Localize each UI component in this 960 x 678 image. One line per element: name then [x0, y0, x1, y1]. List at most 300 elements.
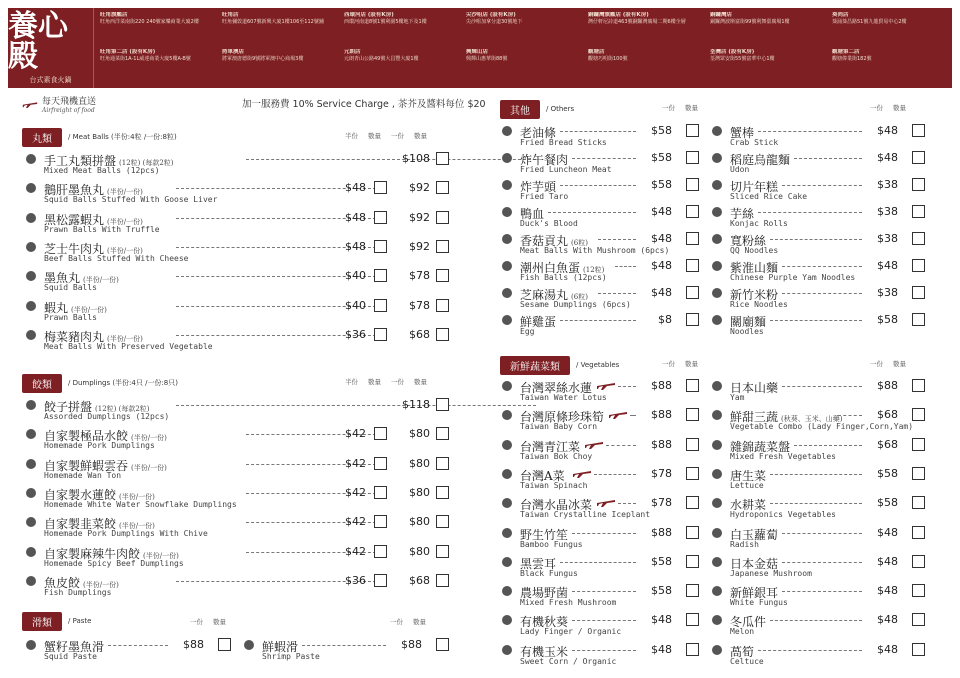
quantity-checkbox[interactable]	[686, 496, 699, 509]
item-name: 魚皮餃	[44, 575, 81, 590]
price: $48	[877, 642, 898, 656]
column-header	[345, 377, 427, 386]
branch-name: 銅鑼灣店	[710, 12, 733, 18]
item-name-en: Fish Balls (12pcs)	[520, 273, 607, 282]
airplane-icon	[608, 408, 628, 420]
menu-item	[26, 240, 456, 268]
logo-subtitle: 台式素食火鍋	[29, 75, 72, 84]
quantity-checkbox[interactable]	[912, 151, 925, 164]
column-one: 一份	[662, 360, 675, 368]
menu-item	[712, 526, 928, 554]
dotted-leader	[758, 212, 862, 213]
quantity-checkbox[interactable]	[686, 526, 699, 539]
item-name: 芝士牛肉丸	[44, 241, 105, 256]
section-tag: 新鮮蔬菜類	[500, 356, 570, 375]
bullet-icon	[502, 261, 512, 271]
menu-item	[26, 574, 456, 602]
quantity-checkbox[interactable]	[912, 124, 925, 137]
item-name: 台灣翠絲水蓮	[520, 381, 593, 395]
quantity-checkbox-full[interactable]	[436, 269, 449, 282]
price: $58	[651, 584, 672, 598]
dotted-leader	[782, 591, 862, 592]
quantity-checkbox-half[interactable]	[374, 486, 387, 499]
branch-name: 觀塘店	[588, 49, 605, 55]
branch-address: 旺角彌敦道607號新興大廈1樓106至112號舖	[222, 19, 324, 25]
menu-item	[502, 205, 702, 233]
branch-card	[588, 49, 702, 84]
item-name-en: Fried Luncheon Meat	[520, 165, 612, 174]
item-name: 芋絲	[730, 207, 755, 221]
item-portion-note: (半份/一份)	[71, 305, 107, 314]
branch-card	[588, 12, 702, 47]
price: $88	[651, 437, 672, 451]
item-portion-note: (半份/一份)	[107, 246, 143, 255]
item-name: 蝦丸	[44, 300, 69, 315]
bullet-icon	[26, 242, 36, 252]
bullet-icon	[26, 547, 36, 557]
quantity-checkbox-full[interactable]	[436, 486, 449, 499]
section-title-paste	[22, 612, 92, 630]
branch-address: 荃灣眾安街55號富華中心1樓	[710, 56, 775, 62]
column-header	[870, 103, 906, 112]
item-portion-note: (秋葵、玉米、山藥)	[781, 415, 843, 424]
item-name-en: Melon	[730, 627, 755, 637]
branch-name: 將軍澳店	[222, 49, 245, 55]
item-name: 日本山藥	[730, 381, 779, 395]
dotted-leader	[758, 131, 862, 132]
item-name-en: Konjac Rolls	[730, 219, 788, 228]
quantity-checkbox-full[interactable]	[436, 328, 449, 341]
item-name: 唐生菜	[730, 468, 767, 483]
branch-name: 銅鑼灣旗艦店 (設有K房)	[588, 12, 649, 18]
item-name-en: Sliced Rice Cake	[730, 192, 808, 201]
bullet-icon	[26, 400, 36, 410]
dotted-leader	[782, 266, 862, 267]
price-full: $118	[402, 398, 430, 411]
menu-item	[712, 584, 928, 612]
quantity-checkbox-half[interactable]	[374, 328, 387, 341]
quantity-checkbox[interactable]	[686, 205, 699, 218]
item-name: 自家製麻辣牛肉餃	[44, 546, 141, 561]
item-name-en: Squid Balls Stuffed With Goose Liver	[44, 195, 218, 205]
quantity-checkbox[interactable]	[686, 438, 699, 451]
branch-address: 觀塘巧明街100號	[588, 56, 628, 62]
dotted-leader	[560, 562, 636, 563]
item-name: 鮮蝦滑	[262, 640, 299, 654]
item-name-en: Noodles	[730, 327, 764, 336]
item-name: 墨魚丸	[44, 271, 81, 286]
quantity-checkbox[interactable]	[912, 205, 925, 218]
item-name: 台灣水晶冰菜	[520, 498, 593, 513]
bullet-icon	[712, 440, 722, 450]
quantity-checkbox-full[interactable]	[436, 427, 449, 440]
quantity-checkbox-half[interactable]	[374, 269, 387, 282]
item-name: 炸芋頭	[520, 180, 557, 194]
branch-card	[100, 49, 214, 84]
item-name-en: Prawn Balls	[44, 312, 97, 322]
quantity-checkbox[interactable]	[912, 313, 925, 326]
menu-item	[502, 379, 702, 407]
bullet-icon	[26, 517, 36, 527]
dotted-leader	[770, 320, 862, 321]
item-name-en: Mixed Fresh Mushroom	[520, 598, 617, 608]
item-name: 鮮甜三蔬	[730, 410, 779, 425]
price: $38	[877, 232, 898, 245]
dotted-leader	[598, 293, 636, 294]
item-name-en: Meat Balls With Preserved Vegetable	[44, 341, 213, 351]
item-name: 自家製韭菜餃	[44, 517, 117, 532]
quantity-checkbox-full[interactable]	[436, 299, 449, 312]
bullet-icon	[712, 315, 722, 325]
quantity-checkbox-half[interactable]	[374, 457, 387, 470]
column-half: 半份	[345, 132, 358, 140]
quantity-checkbox[interactable]	[436, 638, 449, 651]
quantity-checkbox-half[interactable]	[374, 515, 387, 528]
section-english: / Meat Balls (半份:4粒 /一份:8粒)	[68, 133, 177, 141]
logo	[8, 8, 94, 88]
quantity-checkbox[interactable]	[686, 555, 699, 568]
quantity-checkbox[interactable]	[912, 613, 925, 626]
section-title-others	[500, 100, 574, 118]
airline-note	[22, 94, 96, 114]
dotted-leader	[770, 474, 862, 475]
bullet-icon	[502, 586, 512, 596]
branch-address: 興輝山惠華街88號	[466, 56, 508, 62]
item-name: 寬粉絲	[730, 234, 767, 248]
item-portion-note: (12粒) (每款2粒)	[119, 159, 174, 167]
quantity-checkbox-half[interactable]	[374, 545, 387, 558]
quantity-checkbox[interactable]	[912, 467, 925, 480]
quantity-checkbox-half[interactable]	[374, 240, 387, 253]
price: $48	[651, 205, 672, 218]
price-half: $36	[345, 573, 366, 587]
quantity-checkbox-half[interactable]	[374, 427, 387, 440]
item-name: 台灣青江菜	[520, 439, 581, 454]
branch-name: 旺角店	[222, 12, 239, 18]
quantity-checkbox[interactable]	[912, 408, 925, 421]
item-name: 潮州白魚蛋	[520, 261, 581, 275]
quantity-checkbox[interactable]	[912, 259, 925, 272]
price: $48	[877, 259, 898, 272]
quantity-checkbox[interactable]	[912, 555, 925, 568]
dotted-leader	[782, 562, 862, 563]
price-full: $80	[409, 544, 430, 558]
price: $48	[651, 232, 672, 245]
item-name-en: Radish	[730, 539, 759, 549]
price: $38	[877, 205, 898, 218]
quantity-checkbox[interactable]	[912, 526, 925, 539]
bullet-icon	[26, 429, 36, 439]
bullet-icon	[26, 459, 36, 469]
price: $58	[651, 178, 672, 191]
item-name-en: Chinese Purple Yam Noodles	[730, 273, 856, 282]
price: $58	[651, 151, 672, 164]
dotted-leader	[572, 620, 636, 621]
airplane-icon	[596, 379, 616, 391]
quantity-checkbox[interactable]	[686, 124, 699, 137]
dotted-leader	[108, 645, 168, 646]
quantity-checkbox-full[interactable]	[436, 457, 449, 470]
price-full: $80	[409, 456, 430, 470]
item-name-en: Celtuce	[730, 656, 764, 666]
item-portion-note: (半份/一份)	[107, 188, 143, 197]
price-full: $80	[409, 427, 430, 441]
price: $88	[401, 638, 422, 651]
column-header	[390, 617, 426, 626]
quantity-checkbox[interactable]	[912, 232, 925, 245]
price: $48	[651, 642, 672, 656]
column-header	[345, 131, 427, 140]
item-name: 自家製極品水餃	[44, 429, 129, 444]
airplane-icon	[596, 496, 616, 508]
menu-item	[26, 515, 456, 543]
quantity-checkbox-full[interactable]	[436, 152, 449, 165]
item-name: 鮮雞蛋	[520, 315, 557, 329]
dotted-leader	[572, 650, 636, 651]
section-tag: 丸類	[22, 128, 62, 147]
item-portion-note: (半份/一份)	[119, 492, 155, 501]
menu-item	[502, 555, 702, 583]
menu-item	[712, 467, 928, 495]
item-portion-note: (半份/一份)	[143, 551, 179, 560]
column-header	[662, 103, 698, 112]
price: $88	[651, 379, 672, 392]
bullet-icon	[502, 557, 512, 567]
bullet-icon	[502, 288, 512, 298]
menu-item	[502, 584, 702, 612]
column-qty: 數量	[893, 360, 906, 368]
branch-card	[100, 12, 214, 47]
menu-item	[502, 438, 702, 466]
quantity-checkbox[interactable]	[912, 438, 925, 451]
price: $58	[877, 466, 898, 480]
item-name-en: QQ Noodles	[730, 246, 779, 255]
price-full: $78	[409, 298, 430, 312]
item-name-en: Squid Paste	[44, 652, 97, 661]
price-full: $92	[409, 239, 430, 253]
item-name-en: Taiwan Water Lotus	[520, 393, 607, 402]
bullet-icon	[502, 440, 512, 450]
section-english-text: Dumplings (半份:4只 /一份:8只)	[72, 379, 178, 387]
quantity-checkbox[interactable]	[686, 584, 699, 597]
price: $58	[877, 496, 898, 510]
bullet-icon	[712, 288, 722, 298]
quantity-checkbox[interactable]	[686, 286, 699, 299]
section-english-text: Meat Balls (半份:4粒 /一份:8粒)	[72, 133, 177, 141]
item-name: 手工丸類拼盤	[44, 154, 117, 168]
bullet-icon	[712, 234, 722, 244]
branch-address: 元朗青山公路49號大昌豐大廈1樓	[344, 56, 419, 62]
bullet-icon	[712, 615, 722, 625]
quantity-checkbox-full[interactable]	[436, 574, 449, 587]
quantity-checkbox[interactable]	[686, 613, 699, 626]
branch-address: 尖沙咀加拿分道30號地下	[466, 19, 523, 25]
menu-item	[502, 467, 702, 495]
item-name-en: Homemade White Water Snowflake Dumplings	[44, 499, 237, 509]
item-name-en: Udon	[730, 165, 750, 174]
quantity-checkbox[interactable]	[686, 313, 699, 326]
branch-list	[94, 8, 952, 88]
menu-item	[26, 545, 456, 573]
column-qty: 數量	[413, 618, 426, 626]
section-title-meatballs	[22, 128, 177, 146]
item-name-en: Sweet Corn / Organic	[520, 656, 617, 666]
dotted-leader	[770, 239, 862, 240]
branch-card	[222, 12, 336, 47]
bullet-icon	[502, 315, 512, 325]
item-name-en: Homemade Pork Dumplings	[44, 441, 155, 451]
menu-item	[26, 299, 456, 327]
dotted-leader	[606, 445, 636, 446]
price-full: $108	[402, 152, 430, 165]
quantity-checkbox[interactable]	[912, 584, 925, 597]
branch-name: 尖沙咀店 (設有K房)	[466, 12, 516, 18]
dotted-leader	[794, 445, 862, 446]
quantity-checkbox[interactable]	[686, 643, 699, 656]
quantity-checkbox-full[interactable]	[436, 398, 449, 411]
bullet-icon	[712, 498, 722, 508]
branch-name: 元朗店	[344, 49, 361, 55]
bullet-icon	[502, 410, 512, 420]
item-name-en: Prawn Balls With Truffle	[44, 224, 160, 234]
quantity-checkbox[interactable]	[686, 178, 699, 191]
airplane-icon	[584, 438, 604, 450]
logo-mark: 養心殿	[8, 8, 68, 74]
dotted-leader	[594, 474, 636, 475]
item-name: 鵝肝墨魚丸	[44, 183, 105, 198]
price: $58	[877, 313, 898, 326]
price: $68	[877, 437, 898, 451]
item-name-en: Beef Balls Stuffed With Cheese	[44, 253, 189, 263]
item-name-en: Duck's Blood	[520, 219, 578, 228]
menu-item	[712, 496, 928, 524]
branch-name: 荃灣店 (設有K房)	[710, 49, 755, 55]
column-qty: 數量	[685, 104, 698, 112]
dotted-leader	[615, 266, 636, 267]
item-name: 日本金菇	[730, 556, 779, 571]
price: $78	[651, 466, 672, 480]
menu-item	[502, 643, 702, 671]
bullet-icon	[712, 557, 722, 567]
quantity-checkbox-full[interactable]	[436, 515, 449, 528]
item-name: 水耕菜	[730, 498, 767, 513]
menu-item	[502, 613, 702, 641]
quantity-checkbox[interactable]	[686, 259, 699, 272]
quantity-checkbox[interactable]	[686, 467, 699, 480]
dotted-leader	[618, 386, 636, 387]
bullet-icon	[712, 153, 722, 163]
quantity-checkbox-half[interactable]	[374, 574, 387, 587]
quantity-checkbox[interactable]	[912, 379, 925, 392]
quantity-checkbox-half[interactable]	[374, 211, 387, 224]
item-name: 農場野菌	[520, 586, 569, 601]
quantity-checkbox-full[interactable]	[436, 211, 449, 224]
menu-item	[712, 379, 928, 407]
item-name-en: Taiwan Bok Choy	[520, 451, 593, 461]
branch-address: 銅鑼灣波斯富街99號利舞臺廣場1樓	[710, 19, 790, 25]
item-portion-note: (半份/一份)	[131, 434, 167, 443]
branch-card	[710, 49, 824, 84]
item-name-en: Fried Taro	[520, 192, 569, 201]
bullet-icon	[712, 381, 722, 391]
quantity-checkbox[interactable]	[912, 643, 925, 656]
menu-item	[26, 211, 456, 239]
item-name: 雜錦蔬菜盤	[730, 439, 791, 454]
quantity-checkbox[interactable]	[912, 178, 925, 191]
bullet-icon	[502, 180, 512, 190]
price: $88	[651, 525, 672, 539]
dotted-leader	[782, 185, 862, 186]
price: $58	[651, 124, 672, 137]
dotted-leader	[770, 620, 862, 621]
branch-address: 旺角通菜街1A-1L威達商業大廈5樓A-B號	[100, 56, 191, 62]
column-one: 一份	[391, 378, 404, 386]
price: $88	[651, 408, 672, 422]
dotted-leader	[246, 159, 536, 160]
dotted-leader	[572, 158, 636, 159]
bullet-icon	[712, 645, 722, 655]
menu-item	[502, 232, 702, 260]
quantity-checkbox[interactable]	[912, 496, 925, 509]
item-portion-note: (6粒)	[571, 293, 588, 301]
item-name-en: Mixed Meat Balls (12pcs)	[44, 166, 160, 175]
item-name: 台灣A菜	[520, 468, 565, 483]
quantity-checkbox-half[interactable]	[374, 181, 387, 194]
column-qty: 數量	[414, 132, 427, 140]
item-portion-note: (半份/一份)	[131, 463, 167, 472]
dotted-leader	[794, 158, 862, 159]
price-full: $92	[409, 181, 430, 195]
quantity-checkbox-full[interactable]	[436, 545, 449, 558]
menu-item	[502, 526, 702, 554]
item-name: 台灣原條珍珠筍	[520, 410, 605, 425]
quantity-checkbox[interactable]	[912, 286, 925, 299]
menu-item	[502, 151, 702, 179]
item-name-en: Shrimp Paste	[262, 652, 320, 661]
item-portion-note: (半份/一份)	[83, 580, 119, 589]
menu-item	[712, 643, 928, 671]
quantity-checkbox[interactable]	[686, 379, 699, 392]
dotted-leader	[548, 212, 636, 213]
quantity-checkbox[interactable]	[686, 408, 699, 421]
quantity-checkbox[interactable]	[686, 232, 699, 245]
menu-item	[26, 269, 456, 297]
price: $88	[877, 379, 898, 392]
bullet-icon	[26, 640, 36, 650]
quantity-checkbox[interactable]	[686, 151, 699, 164]
airplane-icon	[22, 99, 38, 109]
bullet-icon	[502, 234, 512, 244]
price-half: $36	[345, 327, 366, 341]
bullet-icon	[712, 469, 722, 479]
dotted-leader	[176, 405, 536, 406]
item-name: 香菇貢丸	[520, 234, 569, 248]
item-name: 自家製鮮蝦雲吞	[44, 458, 129, 473]
quantity-checkbox-full[interactable]	[436, 181, 449, 194]
quantity-checkbox-half[interactable]	[374, 299, 387, 312]
dotted-leader	[782, 386, 862, 387]
menu-item	[502, 408, 702, 436]
menu-item	[712, 232, 928, 260]
quantity-checkbox[interactable]	[218, 638, 231, 651]
quantity-checkbox-full[interactable]	[436, 240, 449, 253]
bullet-icon	[712, 180, 722, 190]
item-name: 炸午餐肉	[520, 153, 569, 167]
price-half: $42	[345, 427, 366, 441]
bullet-icon	[712, 261, 722, 271]
branch-address: 旺角西洋菜南街220 240號家樂商業大廈2樓	[100, 19, 199, 25]
branch-address: 觀塘偉業街182號	[832, 56, 872, 62]
